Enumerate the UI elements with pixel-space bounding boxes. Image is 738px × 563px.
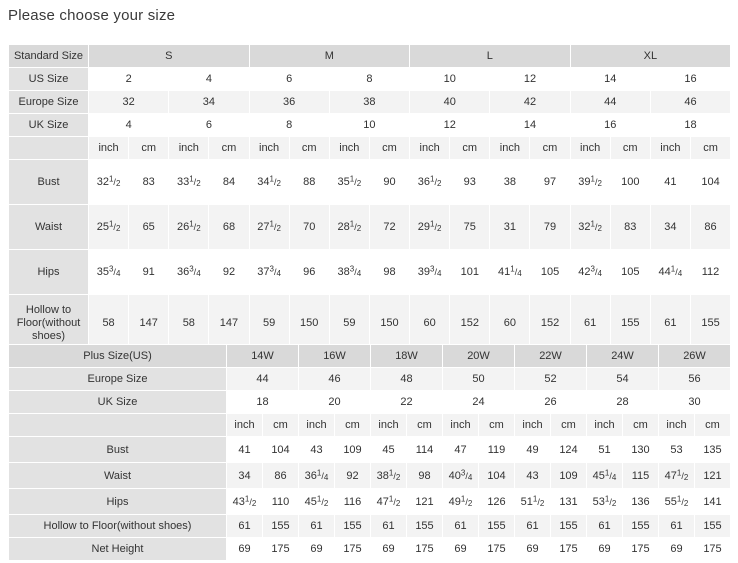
cell-bust: $35^1/_2$ xyxy=(329,160,369,205)
table-row-hips-plus xyxy=(9,489,731,515)
cell-europe-size: 44 xyxy=(227,368,299,391)
cell-net-height: 69 xyxy=(515,538,551,561)
cell-unit: cm xyxy=(209,137,249,160)
cell-waist: 70 xyxy=(289,205,329,250)
cell-us-size: 14 xyxy=(570,68,650,91)
cell-unit: cm xyxy=(479,414,515,437)
cell-plus-size: 14W xyxy=(227,345,299,368)
cell-hips: 96 xyxy=(289,250,329,295)
cell-hips: 105 xyxy=(610,250,650,295)
cell-hips: 98 xyxy=(369,250,409,295)
table-row-bust-plus xyxy=(9,437,731,463)
cell-waist: 104 xyxy=(479,463,515,489)
cell-hollow: 152 xyxy=(530,295,570,352)
cell-us-size: 8 xyxy=(329,68,409,91)
cell-unit: cm xyxy=(623,414,659,437)
cell-waist: 98 xyxy=(407,463,443,489)
table-row-hips xyxy=(9,250,731,295)
size-group-xl: XL xyxy=(570,45,731,68)
cell-bust: $33^1/_2$ xyxy=(169,160,209,205)
table-row-standard-size xyxy=(9,45,731,68)
cell-waist: 65 xyxy=(129,205,169,250)
cell-net-height: 175 xyxy=(263,538,299,561)
cell-bust: 38 xyxy=(490,160,530,205)
cell-europe-size: 48 xyxy=(371,368,443,391)
cell-unit: cm xyxy=(695,414,731,437)
cell-unit: inch xyxy=(249,137,289,160)
cell-europe-size: 38 xyxy=(329,91,409,114)
cell-hips: 131 xyxy=(551,489,587,515)
cell-bust: 109 xyxy=(335,437,371,463)
cell-hollow: 59 xyxy=(329,295,369,352)
cell-bust: $36^1/_2$ xyxy=(410,160,450,205)
cell-unit: cm xyxy=(610,137,650,160)
row-label-uk-size: UK Size xyxy=(9,114,89,137)
cell-hips: $41^1/_4$ xyxy=(490,250,530,295)
cell-unit: inch xyxy=(659,414,695,437)
cell-waist: 83 xyxy=(610,205,650,250)
cell-unit: cm xyxy=(335,414,371,437)
cell-hips: $51^1/_2$ xyxy=(515,489,551,515)
cell-hollow: 152 xyxy=(450,295,490,352)
cell-hips: 105 xyxy=(530,250,570,295)
size-group-s: S xyxy=(89,45,250,68)
cell-waist: 43 xyxy=(515,463,551,489)
cell-waist: 92 xyxy=(335,463,371,489)
cell-unit: cm xyxy=(551,414,587,437)
cell-bust: 45 xyxy=(371,437,407,463)
cell-unit: inch xyxy=(490,137,530,160)
cell-hips: $43^1/_2$ xyxy=(227,489,263,515)
cell-hips: $47^1/_2$ xyxy=(371,489,407,515)
cell-us-size: 16 xyxy=(650,68,730,91)
cell-net-height: 175 xyxy=(551,538,587,561)
cell-hips: 141 xyxy=(695,489,731,515)
cell-waist: $47^1/_2$ xyxy=(659,463,695,489)
cell-bust: $32^1/_2$ xyxy=(89,160,129,205)
row-label-europe-size: Europe Size xyxy=(9,368,227,391)
cell-hollow: 147 xyxy=(209,295,249,352)
cell-uk-size: 18 xyxy=(227,391,299,414)
cell-uk-size: 20 xyxy=(299,391,371,414)
cell-europe-size: 46 xyxy=(299,368,371,391)
cell-europe-size: 32 xyxy=(89,91,169,114)
cell-unit: inch xyxy=(329,137,369,160)
cell-unit: inch xyxy=(169,137,209,160)
cell-hips: $45^1/_2$ xyxy=(299,489,335,515)
cell-hips: $36^3/_4$ xyxy=(169,250,209,295)
cell-hips: 126 xyxy=(479,489,515,515)
cell-europe-size: 34 xyxy=(169,91,249,114)
cell-net-height: 175 xyxy=(407,538,443,561)
cell-plus-size: 26W xyxy=(659,345,731,368)
cell-waist: $45^1/_4$ xyxy=(587,463,623,489)
row-label-units xyxy=(9,414,227,437)
cell-waist: $29^1/_2$ xyxy=(410,205,450,250)
cell-bust: 41 xyxy=(650,160,690,205)
table-row-hollow-to-floor xyxy=(9,295,731,352)
cell-plus-size: 18W xyxy=(371,345,443,368)
row-label-bust: Bust xyxy=(9,437,227,463)
cell-waist: 109 xyxy=(551,463,587,489)
cell-unit: inch xyxy=(410,137,450,160)
cell-hips: $35^3/_4$ xyxy=(89,250,129,295)
cell-hollow: 60 xyxy=(490,295,530,352)
cell-unit: cm xyxy=(263,414,299,437)
cell-hollow: 155 xyxy=(610,295,650,352)
table-row-us-size xyxy=(9,68,731,91)
cell-bust: 41 xyxy=(227,437,263,463)
cell-hollow: 150 xyxy=(289,295,329,352)
row-label-hollow-to-floor: Hollow to Floor(without shoes) xyxy=(9,515,227,538)
cell-net-height: 69 xyxy=(443,538,479,561)
row-label-us-size: US Size xyxy=(9,68,89,91)
cell-hollow: 155 xyxy=(407,515,443,538)
row-label-hollow-to-floor: Hollow to Floor(without shoes) xyxy=(9,295,89,352)
table-row-units xyxy=(9,137,731,160)
cell-hips: $53^1/_2$ xyxy=(587,489,623,515)
cell-hollow: 61 xyxy=(587,515,623,538)
table-row-plus-size xyxy=(9,345,731,368)
cell-us-size: 10 xyxy=(410,68,490,91)
cell-bust: 104 xyxy=(263,437,299,463)
cell-bust: 124 xyxy=(551,437,587,463)
cell-europe-size: 56 xyxy=(659,368,731,391)
cell-unit: cm xyxy=(369,137,409,160)
cell-waist: 31 xyxy=(490,205,530,250)
cell-hollow: 155 xyxy=(263,515,299,538)
cell-hips: $38^3/_4$ xyxy=(329,250,369,295)
cell-hips: $49^1/_2$ xyxy=(443,489,479,515)
cell-uk-size: 14 xyxy=(490,114,570,137)
standard-size-table xyxy=(8,44,731,380)
cell-uk-size: 30 xyxy=(659,391,731,414)
cell-hollow: 155 xyxy=(335,515,371,538)
cell-unit: inch xyxy=(89,137,129,160)
cell-net-height: 175 xyxy=(695,538,731,561)
cell-net-height: 175 xyxy=(335,538,371,561)
cell-uk-size: 28 xyxy=(587,391,659,414)
table-row-uk-size xyxy=(9,114,731,137)
cell-unit: inch xyxy=(650,137,690,160)
cell-uk-size: 10 xyxy=(329,114,409,137)
cell-uk-size: 16 xyxy=(570,114,650,137)
cell-hips: 116 xyxy=(335,489,371,515)
table-row-waist-plus xyxy=(9,463,731,489)
cell-us-size: 6 xyxy=(249,68,329,91)
cell-bust: $34^1/_2$ xyxy=(249,160,289,205)
cell-hollow: 58 xyxy=(169,295,209,352)
cell-unit: inch xyxy=(371,414,407,437)
cell-bust: $39^1/_2$ xyxy=(570,160,610,205)
cell-bust: 90 xyxy=(369,160,409,205)
cell-europe-size: 50 xyxy=(443,368,515,391)
cell-bust: 135 xyxy=(695,437,731,463)
cell-unit: cm xyxy=(450,137,490,160)
cell-hips: 112 xyxy=(690,250,730,295)
cell-waist: 75 xyxy=(450,205,490,250)
cell-hollow: 155 xyxy=(690,295,730,352)
cell-unit: cm xyxy=(407,414,443,437)
cell-waist: 86 xyxy=(263,463,299,489)
cell-waist: $38^1/_2$ xyxy=(371,463,407,489)
table-row-hollow-to-floor-plus xyxy=(9,515,731,538)
cell-hollow: 58 xyxy=(89,295,129,352)
row-label-waist: Waist xyxy=(9,205,89,250)
cell-plus-size: 16W xyxy=(299,345,371,368)
cell-hips: $42^3/_4$ xyxy=(570,250,610,295)
cell-unit: cm xyxy=(289,137,329,160)
cell-unit: cm xyxy=(530,137,570,160)
cell-uk-size: 22 xyxy=(371,391,443,414)
cell-uk-size: 4 xyxy=(89,114,169,137)
cell-plus-size: 24W xyxy=(587,345,659,368)
cell-waist: 86 xyxy=(690,205,730,250)
cell-plus-size: 20W xyxy=(443,345,515,368)
cell-plus-size: 22W xyxy=(515,345,587,368)
cell-hollow: 61 xyxy=(659,515,695,538)
cell-unit: inch xyxy=(587,414,623,437)
row-label-uk-size: UK Size xyxy=(9,391,227,414)
cell-hollow: 60 xyxy=(410,295,450,352)
cell-hollow: 150 xyxy=(369,295,409,352)
cell-unit: inch xyxy=(515,414,551,437)
cell-europe-size: 54 xyxy=(587,368,659,391)
cell-uk-size: 6 xyxy=(169,114,249,137)
table-row-waist xyxy=(9,205,731,250)
cell-hollow: 147 xyxy=(129,295,169,352)
cell-hips: 110 xyxy=(263,489,299,515)
table-row-units-plus xyxy=(9,414,731,437)
cell-bust: 43 xyxy=(299,437,335,463)
cell-bust: 83 xyxy=(129,160,169,205)
cell-hips: 101 xyxy=(450,250,490,295)
cell-europe-size: 36 xyxy=(249,91,329,114)
cell-europe-size: 52 xyxy=(515,368,587,391)
row-label-units xyxy=(9,137,89,160)
cell-us-size: 12 xyxy=(490,68,570,91)
cell-bust: 114 xyxy=(407,437,443,463)
page-title: Please choose your size xyxy=(8,7,176,24)
cell-unit: inch xyxy=(570,137,610,160)
cell-waist: $27^1/_2$ xyxy=(249,205,289,250)
cell-europe-size: 42 xyxy=(490,91,570,114)
cell-unit: cm xyxy=(690,137,730,160)
cell-uk-size: 18 xyxy=(650,114,730,137)
cell-bust: 49 xyxy=(515,437,551,463)
cell-waist: $40^3/_4$ xyxy=(443,463,479,489)
cell-waist: $36^1/_4$ xyxy=(299,463,335,489)
row-label-net-height: Net Height xyxy=(9,538,227,561)
cell-bust: 93 xyxy=(450,160,490,205)
cell-uk-size: 12 xyxy=(410,114,490,137)
cell-net-height: 69 xyxy=(227,538,263,561)
size-group-m: M xyxy=(249,45,410,68)
cell-net-height: 69 xyxy=(299,538,335,561)
cell-uk-size: 8 xyxy=(249,114,329,137)
cell-hips: 92 xyxy=(209,250,249,295)
cell-hips: $39^3/_4$ xyxy=(410,250,450,295)
cell-net-height: 175 xyxy=(479,538,515,561)
cell-waist: $25^1/_2$ xyxy=(89,205,129,250)
cell-europe-size: 44 xyxy=(570,91,650,114)
cell-waist: 121 xyxy=(695,463,731,489)
cell-unit: cm xyxy=(129,137,169,160)
cell-europe-size: 46 xyxy=(650,91,730,114)
cell-bust: 53 xyxy=(659,437,695,463)
cell-bust: 51 xyxy=(587,437,623,463)
row-label-europe-size: Europe Size xyxy=(9,91,89,114)
cell-waist: 79 xyxy=(530,205,570,250)
cell-hollow: 61 xyxy=(570,295,610,352)
cell-net-height: 69 xyxy=(587,538,623,561)
cell-hollow: 61 xyxy=(227,515,263,538)
table-row-net-height-plus xyxy=(9,538,731,561)
cell-hollow: 59 xyxy=(249,295,289,352)
cell-hollow: 155 xyxy=(695,515,731,538)
cell-hollow: 61 xyxy=(515,515,551,538)
cell-waist: 115 xyxy=(623,463,659,489)
cell-hips: 91 xyxy=(129,250,169,295)
cell-hips: $55^1/_2$ xyxy=(659,489,695,515)
cell-waist: 68 xyxy=(209,205,249,250)
row-label-hips: Hips xyxy=(9,250,89,295)
cell-hips: 121 xyxy=(407,489,443,515)
size-group-l: L xyxy=(410,45,571,68)
cell-waist: 72 xyxy=(369,205,409,250)
cell-bust: 119 xyxy=(479,437,515,463)
table-row-bust xyxy=(9,160,731,205)
cell-net-height: 69 xyxy=(371,538,407,561)
cell-hollow: 155 xyxy=(623,515,659,538)
cell-bust: 100 xyxy=(610,160,650,205)
cell-hollow: 61 xyxy=(299,515,335,538)
cell-waist: 34 xyxy=(227,463,263,489)
cell-unit: inch xyxy=(443,414,479,437)
cell-us-size: 2 xyxy=(89,68,169,91)
cell-bust: 104 xyxy=(690,160,730,205)
cell-hips: 136 xyxy=(623,489,659,515)
table-row-uk-size-plus xyxy=(9,391,731,414)
row-label-standard-size: Standard Size xyxy=(9,45,89,68)
cell-waist: $32^1/_2$ xyxy=(570,205,610,250)
cell-net-height: 175 xyxy=(623,538,659,561)
table-row-europe-size-plus xyxy=(9,368,731,391)
row-label-hips: Hips xyxy=(9,489,227,515)
row-label-plus-size: Plus Size(US) xyxy=(9,345,227,368)
cell-unit: inch xyxy=(299,414,335,437)
cell-unit: inch xyxy=(227,414,263,437)
cell-uk-size: 26 xyxy=(515,391,587,414)
cell-net-height: 69 xyxy=(659,538,695,561)
cell-bust: 130 xyxy=(623,437,659,463)
row-label-waist: Waist xyxy=(9,463,227,489)
cell-hollow: 155 xyxy=(479,515,515,538)
plus-size-table xyxy=(8,344,731,561)
cell-us-size: 4 xyxy=(169,68,249,91)
cell-bust: 97 xyxy=(530,160,570,205)
cell-hollow: 61 xyxy=(443,515,479,538)
cell-hips: $37^3/_4$ xyxy=(249,250,289,295)
cell-europe-size: 40 xyxy=(410,91,490,114)
cell-waist: $26^1/_2$ xyxy=(169,205,209,250)
row-label-bust: Bust xyxy=(9,160,89,205)
cell-bust: 47 xyxy=(443,437,479,463)
cell-hips: $44^1/_4$ xyxy=(650,250,690,295)
cell-bust: 88 xyxy=(289,160,329,205)
cell-waist: $28^1/_2$ xyxy=(329,205,369,250)
cell-hollow: 155 xyxy=(551,515,587,538)
cell-uk-size: 24 xyxy=(443,391,515,414)
cell-bust: 84 xyxy=(209,160,249,205)
cell-hollow: 61 xyxy=(650,295,690,352)
cell-hollow: 61 xyxy=(371,515,407,538)
cell-waist: 34 xyxy=(650,205,690,250)
table-row-europe-size xyxy=(9,91,731,114)
